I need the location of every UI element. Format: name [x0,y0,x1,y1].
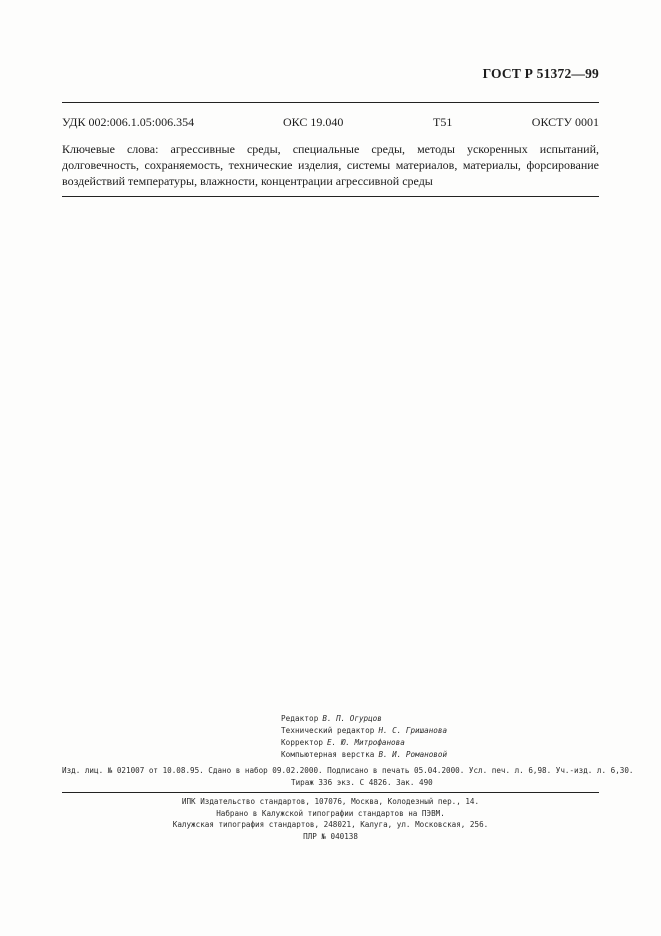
credit-tech-editor [62,725,599,737]
publishing-line-1: Изд. лиц. № 021007 от 10.08.95. Сдано в набор 09.02.2000. Подписано в печать 05.04.2000. Усл. печ. л. 6,98. Уч.-изд. л. 6,30. [62,766,634,775]
credit-corrector [62,737,599,749]
credits-block [62,713,599,761]
top-divider [62,102,599,103]
credit-role: Компьютерная верстка [281,750,375,759]
credit-role: Редактор [281,714,319,723]
standard-id: ГОСТ Р 51372—99 [482,66,599,81]
oks-code: ОКС 19.040 [283,115,344,129]
publishing-info [62,765,634,789]
keywords-paragraph: Ключевые слова: агрессивные среды, специальные среды, методы ускоренных испытаний, долговечность, сохраняемость, технические изделия, системы материалов, материалы, форсирование воздействий температуры, влажности, концентрации агрессивной среды [62,142,599,188]
printing-line-2: Набрано в Калужской типографии стандартов на ПЭВМ. [216,808,445,818]
credit-editor [62,713,599,725]
credit-name: Е. Ю. Митрофанова [327,738,405,747]
credit-role: Технический редактор [281,726,375,735]
keywords-divider [62,196,599,197]
imprint-divider [62,792,599,793]
publishing-line-2: Тираж 336 экз. С 4826. Зак. 490 [291,778,433,787]
udk-code: УДК 002:006.1.05:006.354 [62,115,195,129]
credit-role: Корректор [281,738,324,747]
group-code: Т51 [433,115,453,129]
credit-layout [62,749,599,761]
printing-info [62,796,599,842]
credit-name: В. И. Романовой [378,750,448,759]
classification-row [62,115,599,131]
credit-name: В. П. Огурцов [322,714,382,723]
printing-line-4: ПЛР № 040138 [303,831,358,841]
credit-name: Н. С. Гришанова [378,726,448,735]
okstu-code: ОКСТУ 0001 [531,115,599,129]
printing-line-1: ИПК Издательство стандартов, 107076, Москва, Колодезный пер., 14. [181,797,480,806]
printing-line-3: Калужская типография стандартов, 248021, Калуга, ул. Московская, 256. [172,820,489,829]
